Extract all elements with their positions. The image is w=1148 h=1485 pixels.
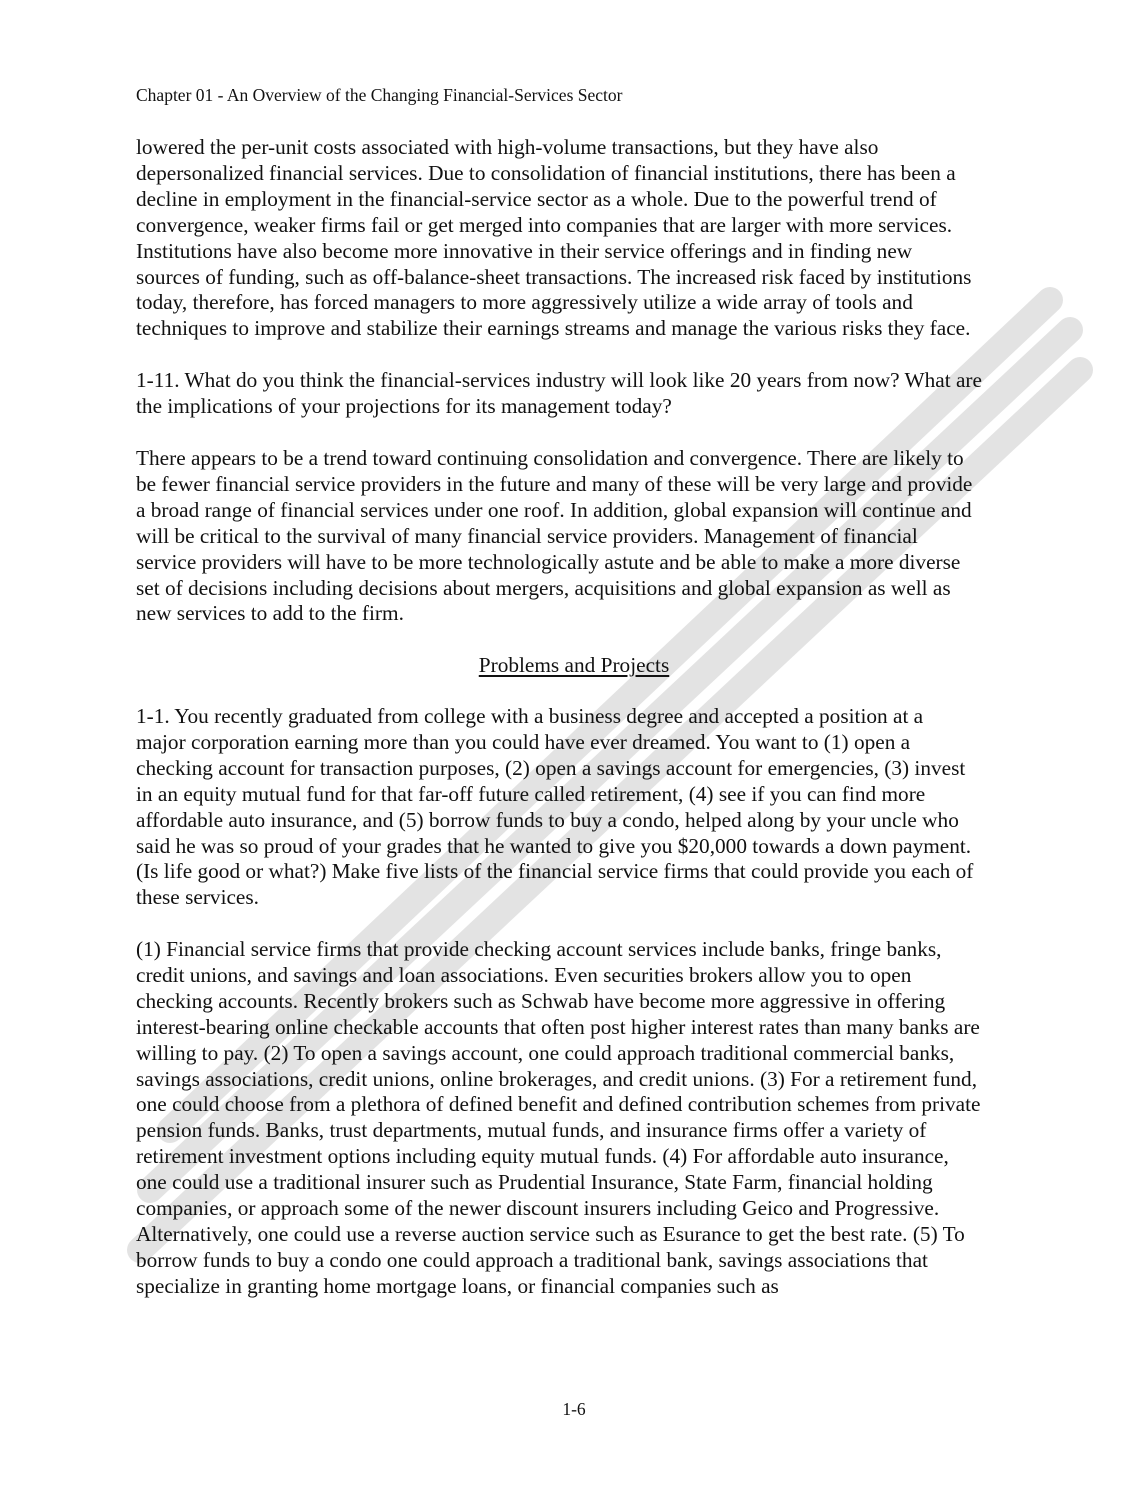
text-line: willing to pay. (2) To open a savings account, one could approach traditional commercial banks,	[136, 1040, 955, 1065]
problem-1-1	[136, 704, 1016, 911]
text-line: companies, or approach some of the newer discount insurers including Geico and Progressive.	[136, 1196, 940, 1221]
text-line: new services to add to the firm.	[136, 601, 404, 626]
text-line: (Is life good or what?) Make five lists of the financial service firms that could provide you each of	[136, 859, 974, 884]
text-line: 1-11. What do you think the financial-services industry will look like 20 years from now? What are	[136, 368, 982, 392]
text-line: in an equity mutual fund for that far-off future called retirement, (4) see if you can find more	[136, 781, 926, 806]
text-line: sources of funding, such as off-balance-sheet transactions. The increased risk faced by institutions	[136, 264, 972, 289]
section-heading-text: Problems and Projects	[478, 653, 670, 677]
text-line: set of decisions including decisions about mergers, acquisitions and global expansion as well as	[136, 575, 951, 600]
text-line: lowered the per-unit costs associated with high-volume transactions, but they have also	[136, 135, 879, 159]
text-line: checking account for transaction purposes, (2) open a savings account for emergencies, (3) invest	[136, 755, 966, 780]
text-line: There appears to be a trend toward continuing consolidation and convergence. There are likely to	[136, 446, 964, 470]
text-line: savings associations, credit unions, online brokerages, and credit unions. (3) For a retirement fund,	[136, 1066, 978, 1091]
question-1-11	[136, 368, 1016, 420]
text-line: will be critical to the survival of many financial service providers. Management of financial	[136, 523, 918, 548]
text-line: decline in employment in the financial-service sector as a whole. Due to the powerful trend of	[136, 186, 937, 211]
text-line: said he was so proud of your grades that he wanted to give you $20,000 towards a down payment.	[136, 833, 972, 858]
text-line: Alternatively, one could use a reverse auction service such as Esurance to get the best rate. (5) To	[136, 1221, 965, 1246]
text-line: 1-1. You recently graduated from college with a business degree and accepted a position at a	[136, 704, 924, 728]
text-line: retirement investment options including equity mutual funds. (4) For affordable auto insurance,	[136, 1144, 949, 1169]
answer-1-11	[136, 446, 1016, 627]
text-line: affordable auto insurance, and (5) borrow funds to buy a condo, helped along by your uncle who	[136, 807, 959, 832]
text-line: service providers will have to be more technologically astute and be able to make a more diverse	[136, 549, 961, 574]
page-number: 1-6	[562, 1399, 586, 1419]
text-line: interest-bearing online checkable accounts that often post higher interest rates than many banks are	[136, 1014, 980, 1039]
text-line: techniques to improve and stabilize their earnings streams and manage the various risks they face.	[136, 316, 971, 341]
text-line: one could choose from a plethora of defined benefit and defined contribution schemes from private	[136, 1092, 981, 1117]
text-line: credit unions, and savings and loan associations. Even securities brokers allow you to open	[136, 962, 912, 987]
text-line: Institutions have also become more innovative in their service offerings and in finding new	[136, 238, 913, 263]
text-line: the implications of your projections for its management today?	[136, 393, 672, 418]
answer-1-1	[136, 937, 1016, 1300]
text-line: depersonalized financial services. Due to consolidation of financial institutions, there has been a	[136, 160, 956, 185]
text-line: these services.	[136, 885, 259, 910]
text-line: be fewer financial service providers in the future and many of these will be very large and provide	[136, 471, 973, 496]
section-heading	[136, 652, 1012, 678]
text-line: convergence, weaker firms fail or get merged into companies that are larger with more services.	[136, 212, 953, 237]
text-line: checking accounts. Recently brokers such as Schwab have become more aggressive in offering	[136, 988, 946, 1013]
text-line: pension funds. Banks, trust departments, mutual funds, and insurance firms offer a variety of	[136, 1118, 927, 1143]
text-line: one could use a traditional insurer such as Prudential Insurance, State Farm, financial holding	[136, 1170, 933, 1195]
text-line: a broad range of financial services under one roof. In addition, global expansion will continue and	[136, 497, 972, 522]
text-line: specialize in granting home mortgage loans, or financial companies such as	[136, 1273, 779, 1298]
text-line: (1) Financial service firms that provide checking account services include banks, fringe banks,	[136, 937, 942, 961]
text-line: today, therefore, has forced managers to more aggressively utilize a wide array of tools and	[136, 290, 913, 315]
text-line: borrow funds to buy a condo one could approach a traditional bank, savings associations that	[136, 1247, 928, 1272]
paragraph-continuation	[136, 135, 1016, 342]
page-header: Chapter 01 - An Overview of the Changing Financial-Services Sector	[136, 85, 623, 105]
text-line: major corporation earning more than you could have ever dreamed. You want to (1) open a	[136, 729, 911, 754]
